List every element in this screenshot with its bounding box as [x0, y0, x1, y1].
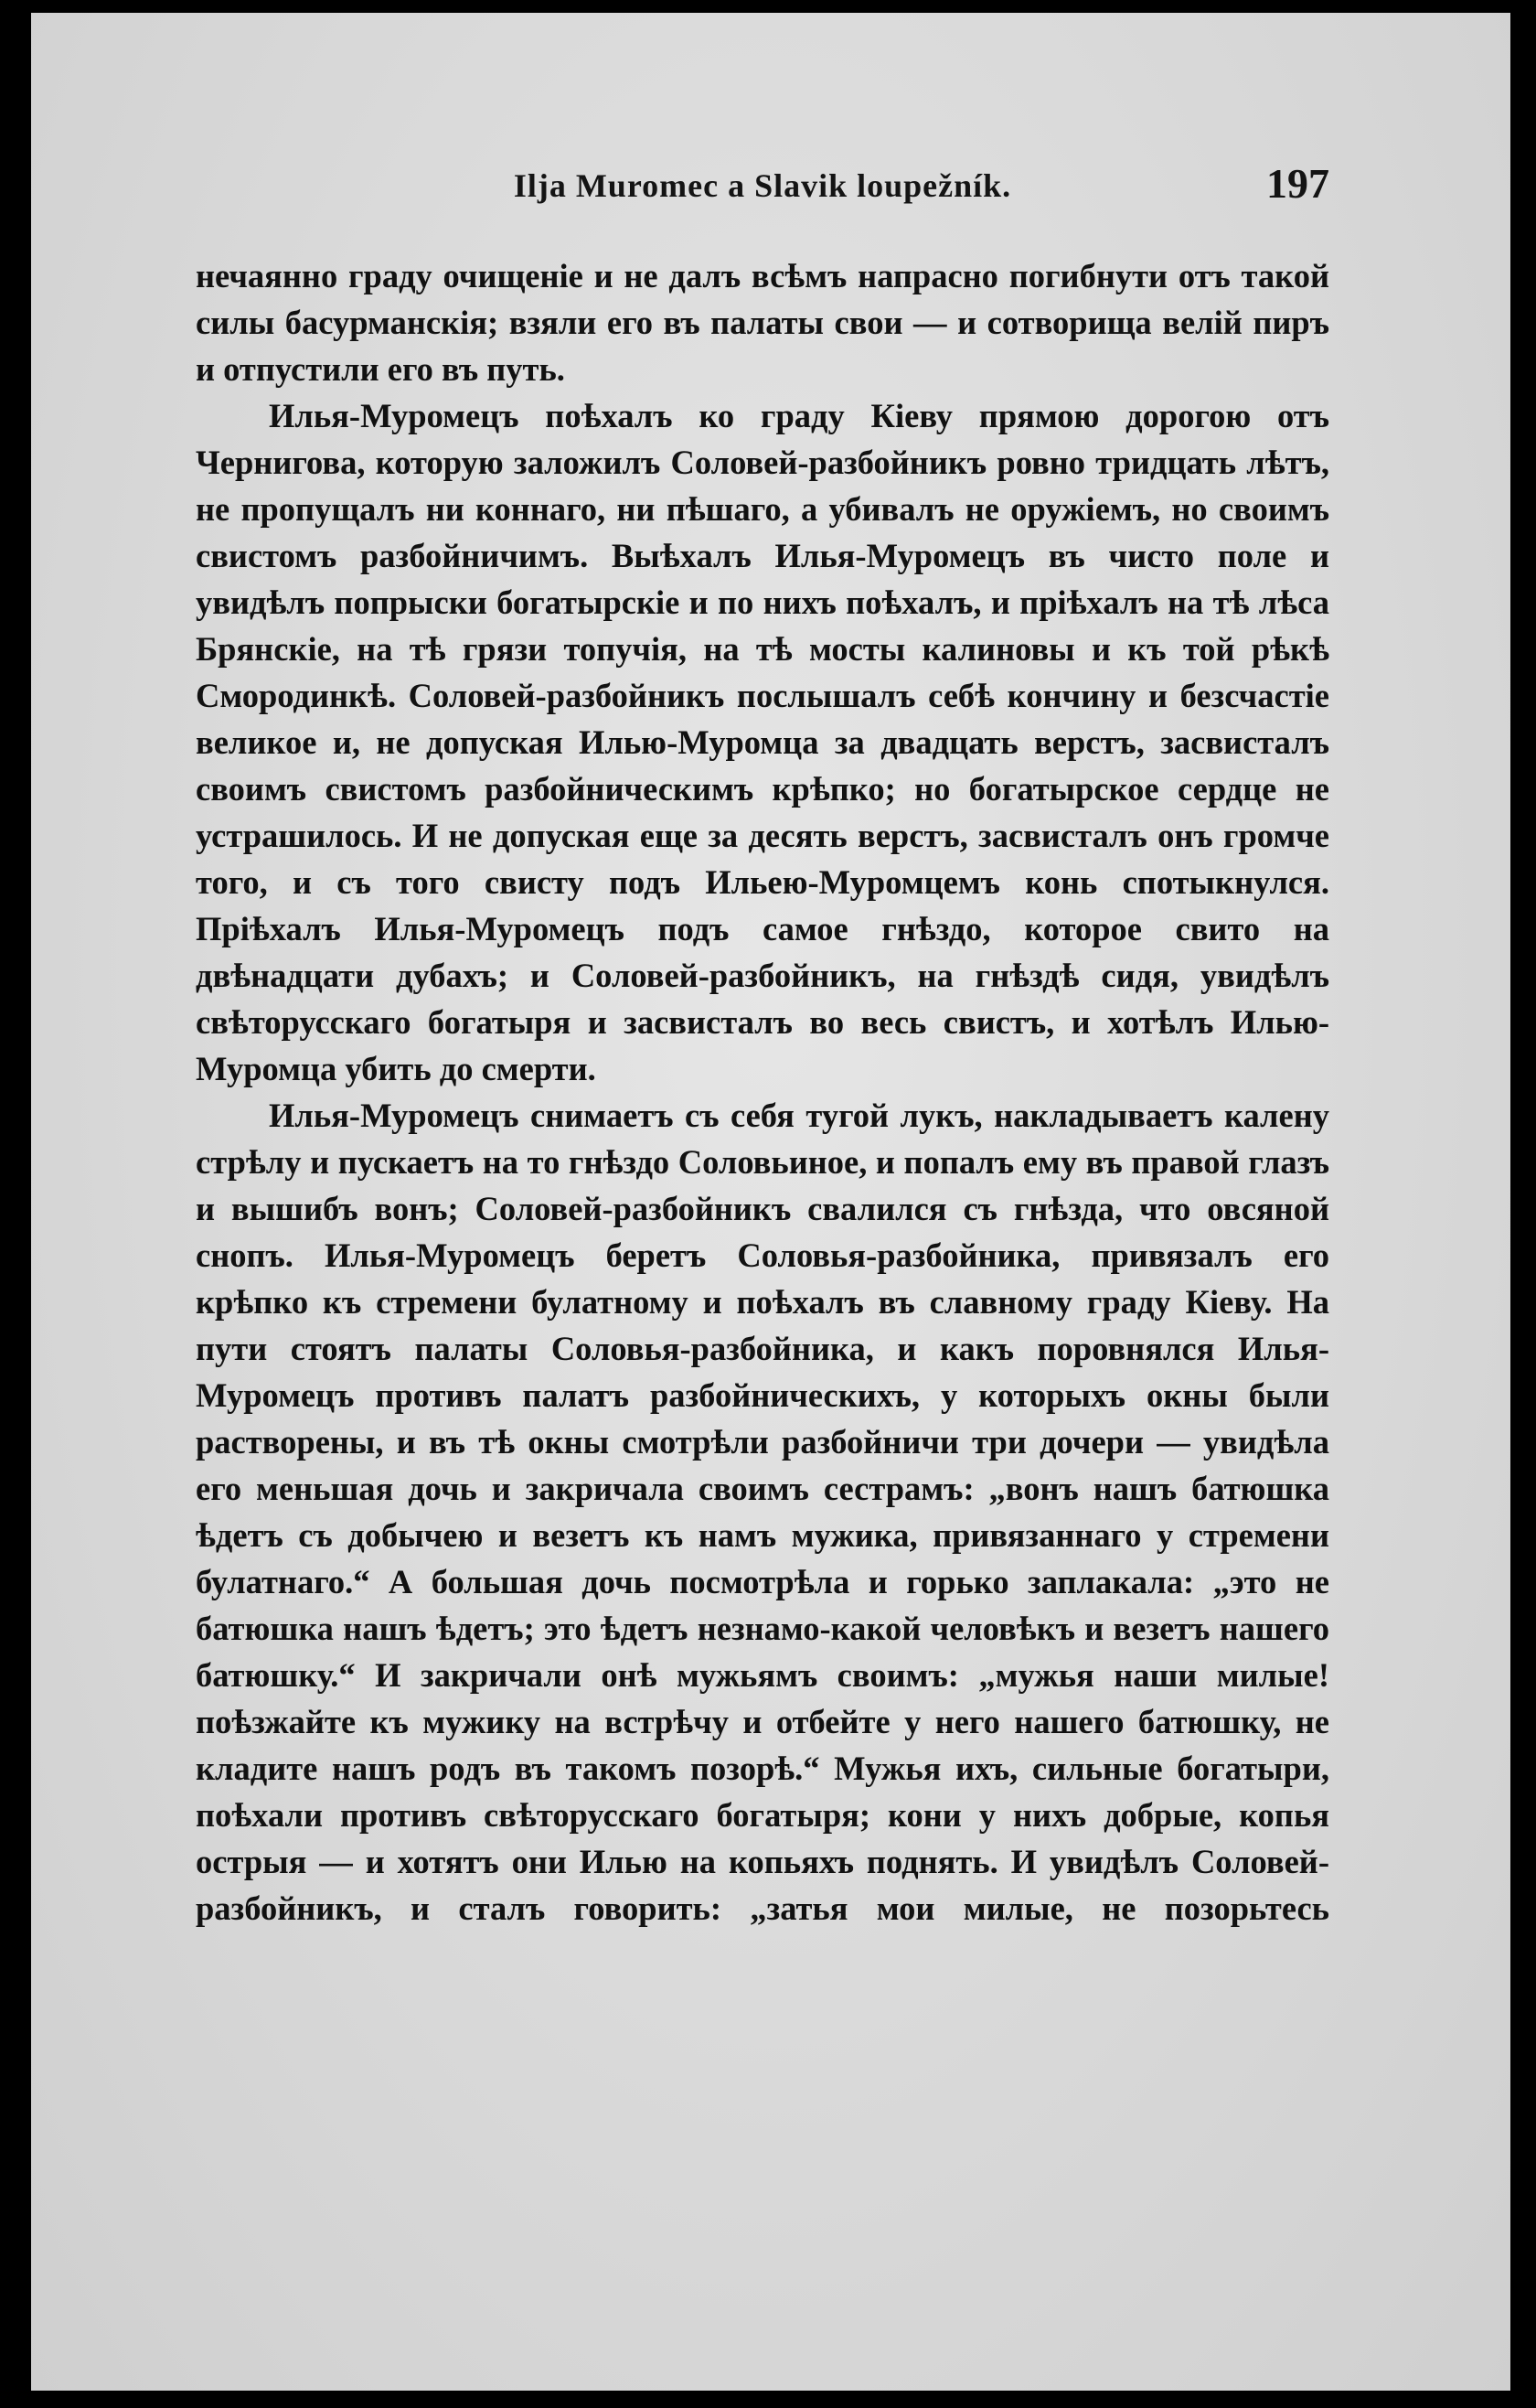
- running-title: Ilja Muromec a Slavik loupežník.: [513, 167, 1012, 204]
- page-header: [196, 159, 1329, 214]
- paragraph: Илья-Муромецъ поѣхалъ ко граду Кіеву прямою дорогою отъ Чернигова, которую заложилъ Соловей-разбойникъ ровно тридцать лѣтъ, не пропущалъ ни коннаго, ни пѣшаго, а убивалъ не оружіемъ, но своимъ свистомъ разбойничимъ. Выѣхалъ Илья-Муромецъ въ чисто поле и увидѣлъ попрыски богатырскіе и по нихъ поѣхалъ, и пріѣхалъ на тѣ лѣса Брянскіе, на тѣ грязи топучія, на тѣ мосты калиновы и къ той рѣкѣ Смородинкѣ. Соловей-разбойникъ послышалъ себѣ кончину и безсчастіе великое и, не допуская Илью-Муромца за двадцать верстъ, засвисталъ своимъ свистомъ разбойническимъ крѣпко; но богатырское сердце не устрашилось. И не допуская еще за десять верстъ, засвисталъ онъ громче того, и съ того свисту подъ Ильею-Муромцемъ конь спотыкнулся. Пріѣхалъ Илья-Муромецъ подъ самое гнѣздо, которое свито на двѣнадцати дубахъ; и Соловей-разбойникъ, на гнѣздѣ сидя, увидѣлъ свѣторусскаго богатыря и засвисталъ во весь свистъ, и хотѣлъ Илью-Муромца убить до смерти.: [196, 397, 1329, 1087]
- book-page: [31, 13, 1510, 2391]
- paragraph: Илья-Муромецъ снимаетъ съ себя тугой лукъ, накладываетъ калену стрѣлу и пускаетъ на то гнѣздо Соловьиное, и попалъ ему въ правой глазъ и вышибъ вонъ; Соловей-разбойникъ свалился съ гнѣзда, что овсяной снопъ. Илья-Муромецъ беретъ Соловья-разбойника, привязалъ его крѣпко къ стремени булатному и поѣхалъ въ славному граду Кіеву. На пути стоятъ палаты Соловья-разбойника, и какъ поровнялся Илья-Муромецъ противъ палатъ разбойническихъ, у которыхъ окны были растворены, и въ тѣ окны смотрѣли разбойничи три дочери — увидѣла его меньшая дочь и закричала своимъ сестрамъ: „вонъ нашъ батюшка ѣдетъ съ добычею и везетъ къ намъ мужика, привязаннаго у стремени булатнаго.“ А большая дочь посмотрѣла и горько заплакала: „это не батюшка нашъ ѣдетъ; это ѣдетъ незнамо-какой человѣкъ и везетъ нашего батюшку.“ И закричали онѣ мужьямъ своимъ: „мужья наши милые! поѣзжайте къ мужику на встрѣчу и отбейте у него нашего батюшку, не кладите нашъ родъ въ такомъ позорѣ.“ Мужья ихъ, сильные богатыри, поѣхали противъ свѣторусскаго богатыря; кони у нихъ добрые, копья острыя — и хотятъ они Илью на копьяхъ поднять. И увидѣлъ Соловей-разбойникъ, и сталъ говорить: „затья мои милые, не позорьтесь: [196, 1097, 1329, 1927]
- body-text: [196, 252, 1329, 1932]
- page-number: 197: [1266, 160, 1329, 207]
- paragraph: нечаянно граду очищеніе и не далъ всѣмъ напрасно погибнути отъ такой силы басурманскія; взяли его въ палаты свои — и сотворища велій пиръ и отпустили его въ путь.: [196, 257, 1329, 388]
